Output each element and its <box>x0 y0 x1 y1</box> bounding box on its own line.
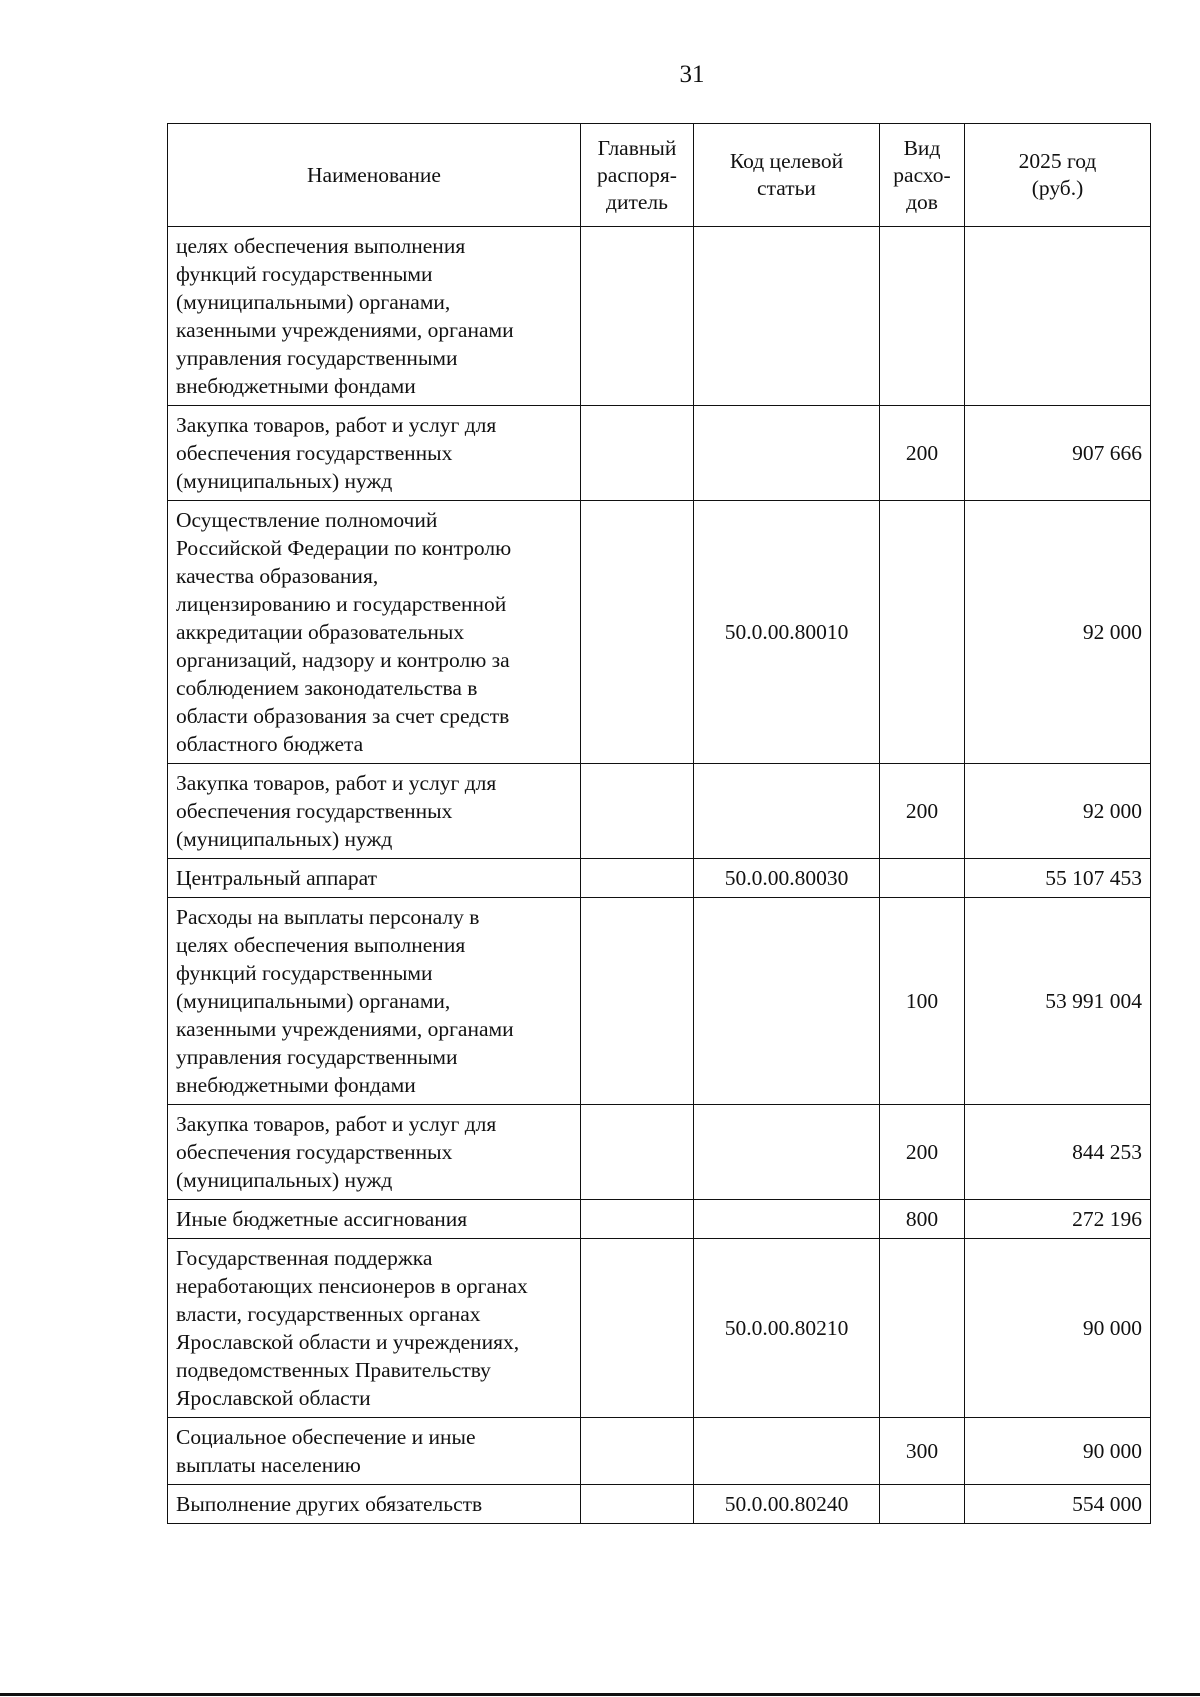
page-number: 31 <box>679 61 705 88</box>
cell-code <box>694 1200 880 1239</box>
cell-glav <box>581 859 694 898</box>
cell-amount: 90 000 <box>965 1239 1151 1418</box>
cell-name: Осуществление полномочий Российской Федерации по контролю качества образования, лицензированию и государственной аккредитации образовательных организаций, надзору и контролю за соблюдением законодательства в области образования за счет средств областного бюджета <box>168 501 581 764</box>
cell-amount: 92 000 <box>965 501 1151 764</box>
cell-glav <box>581 1485 694 1524</box>
cell-vid: 200 <box>880 406 965 501</box>
cell-name: Закупка товаров, работ и услуг для обеспечения государственных (муниципальных) нужд <box>168 764 581 859</box>
cell-code: 50.0.00.80210 <box>694 1239 880 1418</box>
table-header-row <box>168 124 1151 227</box>
cell-name: Центральный аппарат <box>168 859 581 898</box>
table-row <box>168 859 1151 898</box>
cell-name: Расходы на выплаты персоналу в целях обеспечения выполнения функций государственными (муниципальными) органами, казенными учреждениями, органами управления государственными внебюджетными фондами <box>168 898 581 1105</box>
table-row <box>168 406 1151 501</box>
cell-glav <box>581 1105 694 1200</box>
cell-glav <box>581 227 694 406</box>
cell-amount: 90 000 <box>965 1418 1151 1485</box>
cell-amount: 272 196 <box>965 1200 1151 1239</box>
header-code: Код целевой статьи <box>694 124 880 227</box>
cell-vid: 200 <box>880 764 965 859</box>
table-row <box>168 764 1151 859</box>
cell-glav <box>581 406 694 501</box>
cell-amount: 844 253 <box>965 1105 1151 1200</box>
cell-amount: 92 000 <box>965 764 1151 859</box>
cell-code: 50.0.00.80010 <box>694 501 880 764</box>
cell-vid <box>880 1239 965 1418</box>
cell-vid <box>880 227 965 406</box>
cell-amount: 53 991 004 <box>965 898 1151 1105</box>
header-name: Наименование <box>168 124 581 227</box>
cell-vid: 300 <box>880 1418 965 1485</box>
header-amount: 2025 год (руб.) <box>965 124 1151 227</box>
cell-name: Иные бюджетные ассигнования <box>168 1200 581 1239</box>
cell-code: 50.0.00.80240 <box>694 1485 880 1524</box>
cell-code <box>694 898 880 1105</box>
cell-vid: 800 <box>880 1200 965 1239</box>
cell-name: Закупка товаров, работ и услуг для обеспечения государственных (муниципальных) нужд <box>168 406 581 501</box>
cell-code <box>694 1105 880 1200</box>
cell-vid <box>880 859 965 898</box>
cell-amount: 907 666 <box>965 406 1151 501</box>
cell-glav <box>581 764 694 859</box>
cell-code: 50.0.00.80030 <box>694 859 880 898</box>
cell-code <box>694 227 880 406</box>
cell-code <box>694 1418 880 1485</box>
cell-amount <box>965 227 1151 406</box>
cell-name: Государственная поддержка неработающих пенсионеров в органах власти, государственных органах Ярославской области и учреждениях, подведомственных Правительству Ярославской области <box>168 1239 581 1418</box>
cell-name: Закупка товаров, работ и услуг для обеспечения государственных (муниципальных) нужд <box>168 1105 581 1200</box>
cell-vid <box>880 501 965 764</box>
cell-code <box>694 764 880 859</box>
table-row <box>168 1418 1151 1485</box>
cell-name: Социальное обеспечение и иные выплаты населению <box>168 1418 581 1485</box>
table-row <box>168 501 1151 764</box>
table-row <box>168 1105 1151 1200</box>
table-row <box>168 1200 1151 1239</box>
header-vid: Вид расхо- дов <box>880 124 965 227</box>
table-row <box>168 227 1151 406</box>
cell-amount: 554 000 <box>965 1485 1151 1524</box>
cell-vid: 100 <box>880 898 965 1105</box>
table-row <box>168 1485 1151 1524</box>
table-row <box>168 898 1151 1105</box>
cell-name: Выполнение других обязательств <box>168 1485 581 1524</box>
cell-vid <box>880 1485 965 1524</box>
table-row <box>168 1239 1151 1418</box>
budget-table <box>167 123 1151 1524</box>
cell-amount: 55 107 453 <box>965 859 1151 898</box>
header-glav: Главный распоря- дитель <box>581 124 694 227</box>
cell-code <box>694 406 880 501</box>
page-bottom-rule <box>0 1693 1200 1696</box>
cell-vid: 200 <box>880 1105 965 1200</box>
cell-glav <box>581 898 694 1105</box>
cell-glav <box>581 1200 694 1239</box>
cell-name: целях обеспечения выполнения функций государственными (муниципальными) органами, казенными учреждениями, органами управления государственными внебюджетными фондами <box>168 227 581 406</box>
cell-glav <box>581 1239 694 1418</box>
cell-glav <box>581 1418 694 1485</box>
cell-glav <box>581 501 694 764</box>
